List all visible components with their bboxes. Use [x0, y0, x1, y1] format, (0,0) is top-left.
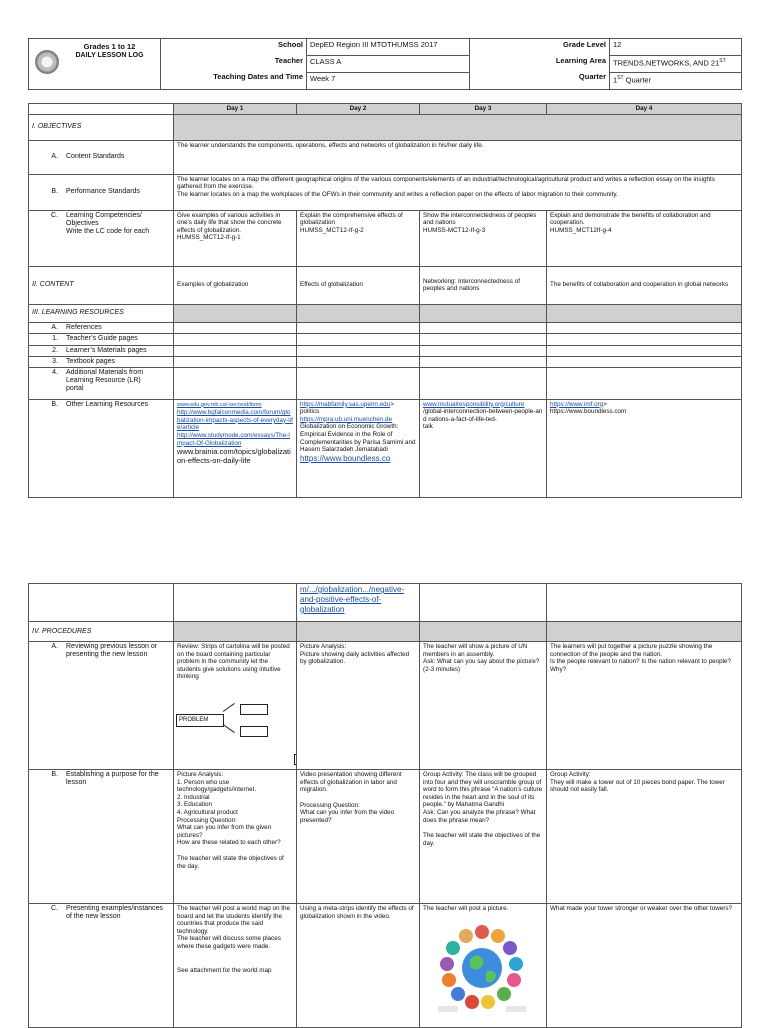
content-day-1: Examples of globalization — [174, 266, 297, 304]
competency-day-3: Show the interconnectedness of peoples and nations HUMSS-MCT12-If-g-3 — [420, 210, 547, 266]
reviewing-day-4: The learners will put together a picture puzzle showing the connection of the people and the nation. Is the people relevant to nation? Is the nation relevant to people? Why? — [547, 642, 742, 770]
deped-seal-logo — [35, 50, 59, 74]
solution-box — [294, 754, 297, 765]
presenting-label: Presenting examples/instances of the new lesson — [66, 905, 163, 920]
other-resources-day-3: www.mutualresponsibility.org/culture /global-interconnection-between-people-and nations-a-fact-of-life-ted- talk — [420, 399, 547, 497]
reviewing-day-1: Review: Strips of cartolina will be posted on the board containing particular problem in the community let the students give solutions using intuitive thinking PROBLEM — [174, 642, 297, 770]
teachers-guide-label: Teacher’s Guide pages — [66, 334, 138, 342]
globe-people-picture — [432, 918, 532, 1014]
solution-box — [240, 726, 268, 737]
resource-link[interactable]: m/.../globalization.../negative-and-positive-effects-of-globalization — [300, 585, 405, 614]
resource-link[interactable]: https://mpra.ub.uni.muenchen.de — [300, 415, 393, 423]
presenting-day-4: What made your tower stronger or weaker over the other towers? — [547, 904, 742, 1028]
competency-day-2: Explain the comprehensive effects of globalization HUMSS_MCT12-If-g-2 — [297, 210, 420, 266]
resource-text: www.brainia.com/topics/globalization-effects-on-daily-life — [177, 447, 291, 466]
additional-materials-label: Additional Materials from Learning Resource (LR) portal — [66, 368, 144, 392]
resource-link[interactable]: www.edu.gov.mb.ca/-sec/sod/ibmn — [177, 401, 262, 408]
school-label: School — [277, 40, 303, 49]
quarter-label: Quarter — [578, 72, 606, 81]
header-values-right — [610, 39, 742, 90]
header-table — [28, 38, 742, 90]
procedures-title: IV. PROCEDURES — [29, 622, 174, 642]
header-title-cell — [29, 39, 161, 90]
continued-resource-day-2 — [297, 584, 420, 622]
competencies-label: Learning Competencies/ Objectives Write the LC code for each — [66, 211, 150, 235]
purpose-day-3: Group Activity: The class will be grouped into four and they will unscramble group of word to form this phrase “A nation’s culture resides in the heart and in the soul of its people.” by Mahatma Gandhi Ask: Can you analyze the phrase? What does the phrase mean? The teacher will state the objectives of the day. — [420, 770, 547, 904]
header-title-dll: DAILY LESSON LOG — [75, 52, 144, 59]
other-resources-day-2: https://mabfamily.sas.upenn.edu> politics https://mpra.ub.uni.muenchen.de Globalization on Economic Growth: Empirical Evidence in the Role of Complementarities by Parisa Samimi and Hasem Salarzadeh Jematabadi https://www.boundless.co — [297, 399, 420, 497]
content-day-2: Effects of globalization — [297, 266, 420, 304]
competency-day-1: Give examples of various activities in one’s daily life that show the concrete effects of globalization. HUMSS_MCT12-If-g-1 — [174, 210, 297, 266]
purpose-day-1: Picture Analysis: 1. Person who use technology/gadgets/internet. 2. Industrial 3. Education 4. Agricultural product Processing Question: What can you infer from the given pictures? How are these related to each other? The teacher will state the objectives of the day. — [174, 770, 297, 904]
resource-link[interactable]: https://www.boundless.co — [300, 453, 391, 463]
content-standards-label: Content Standards — [66, 153, 125, 161]
procedures-table: m/.../globalization.../negative-and-positive-effects-of-globalization IV. PROCEDURES A. Reviewing previous lesson or presenting the new lesson Review: Strips of cartolina will be posted on the board containing particular problem in the community let the students give solutions using intuitive thinking PROBLEM Picture Analysis: Picture showing daily activities affected by globalization. The teacher will show a picture of UN members in an assembly. Ask: What can you say about the picture? (2-3 minutes) The learners will put together a picture puzzle showing the connection of the people and the nation. Is the people relevant to nation? Is the nation relevant to people? Why? B. Establishing a purpose for the lesson Picture Analysis: 1. Person who use technology/gadgets/internet. 2. Industrial 3. Education 4. Agricultural product Processing Question: What can you infer from the given pictures? How are these related to each other? The teacher will state the objectives of the day. Video presentation showing different effects of globalization in labor and migration. Processing Question: What can you infer from the video presented? Group Activity: The class will be grouped into four and they will unscramble group of word to form this phrase “A nation’s culture resides in the heart and in the soul of its people.” by Mahatma Gandhi Ask: Can you analyze the phrase? What does the phrase mean? The teacher will state the objectives of the day. Group Activity: They will make a tower out of 10 pieces bond paper. The tower should not easily fall. C. Presenting examples/instances of the new lesson The teacher will post a world map on the board and let the students identify the countries that produce the said technology. The teacher will discuss some places where these gadgets were made. See attachment for the world map Using a meta-strips identify the effects of globalization shown in the video. The teacher will post a picture. What made your tower stronger or weaker over the other towers? — [28, 583, 742, 1028]
objectives-title: I. OBJECTIVES — [29, 114, 174, 140]
other-resources-day-1 — [174, 399, 297, 497]
solution-box — [240, 704, 268, 715]
other-resources-label: Other Learning Resources — [66, 400, 149, 408]
dates-label: Teaching Dates and Time — [213, 72, 303, 81]
references-label: References — [66, 323, 102, 331]
day-2-header: Day 2 — [297, 104, 420, 115]
reviewing-day-3: The teacher will show a picture of UN members in an assembly. Ask: What can you say about the picture? (2-3 minutes) — [420, 642, 547, 770]
resource-link[interactable]: http://www.studymode.com/essays/The-Impact-Of-Globalization — [177, 431, 291, 447]
content-day-4: The benefits of collaboration and cooperation in global networks — [547, 266, 742, 304]
performance-standards-text: The learner locates on a map the different geographical origins of the various components/elements of an industrial/technological/agricultural product and writes a reflection essay on the insights gathered from the exercise. The learner locates on a map the workplaces of the OFWs in their community and writes a reflection paper on the effects of labor migration to their community. — [174, 174, 742, 210]
grade-value: 12 — [610, 39, 741, 56]
purpose-day-2: Video presentation showing different effects of globalization in labor and migration. Processing Question: What can you infer from the video presented? — [297, 770, 420, 904]
teacher-value: CLASS A — [307, 56, 469, 73]
diagram-connector — [223, 703, 235, 712]
competency-day-4: Explain and demonstrate the benefits of collaboration and cooperation. HUMSS_MCT12If-g-4 — [547, 210, 742, 266]
reviewing-day-2: Picture Analysis: Picture showing daily activities affected by globalization. — [297, 642, 420, 770]
area-value: TRENDS,NETWORKS, AND 21ST — [610, 56, 741, 73]
purpose-day-4: Group Activity: They will make a tower out of 10 pieces bond paper. The tower should not easily fall. — [547, 770, 742, 904]
header-labels-left — [161, 39, 307, 90]
resource-link[interactable]: https://www.imf.org — [550, 400, 604, 408]
resources-title: III. LEARNING RESOURCES — [29, 304, 174, 322]
lesson-table: Day 1 Day 2 Day 3 Day 4 I. OBJECTIVES A. Content Standards The learner understands the components, operations, effects and networks of globalization in his/her daily life. B. Performance Standards The learner locates on a map the different geographical origins of the various components/elements of an industrial/technological/agricultural product and writes a reflection essay on the insights gathered from the exercise. The learner locates on a map the workplaces of the OFWs in their community and writes a reflection paper on the effects of labor migration to their community. C. Learning Competencies/ Objectives Write the LC code for each Give examples of various activities in one’s daily life that show the concrete effects of globalization. HUMSS_MCT12-If-g-1 Explain the comprehensive effects of globalization HUMSS_MCT12-If-g-2 Show the interconnectedness of peoples and nations HUMSS-MCT12-If-g-3 Explain and demonstrate the benefits of collaboration and cooperation. HUMSS_MCT12If-g-4 II. CONTENT Examples of globalization Effects of globalization Networking: Interconnectedness of peoples and nations The benefits of collaboration and cooperation in global networks III. LEARNING RESOURCES A. References 1. Teacher’s Guide pages 2. Learner’s Materials pages 3. Textbook pages 4. Additional Materials from Learning Resource (LR) portal B. Other Learning Resources www.edu.gov.mb.ca/-sec/sod/ibmn http://www.bgfalconmedia.com/forum/globalization-impacts-aspects-of-everyday-life/article http://www.studymode.com/essays/The-Impact-Of-Globalization www.brainia.com/topics/globalization-effects-on-daily-life https://mabfamily.sas.upenn.edu> politics https://mpra.ub.uni.muenchen.de Globalization on Economic Growth: Empirical Evidence in the Role of Complementarities by Parisa Samimi and Hasem Salarzadeh Jematabadi https://www.boundless.co www.mutualresponsibility.org/culture /global-interconnection-between-people-and nations-a-fact-of-life-ted- talk https://www.imf.org> https://www.boundless.com — [28, 103, 742, 498]
presenting-day-2: Using a meta-strips identify the effects of globalization shown in the video. — [297, 904, 420, 1028]
day-1-header: Day 1 — [174, 104, 297, 115]
problem-box: PROBLEM — [176, 714, 224, 727]
quarter-value: 1ST Quarter — [613, 75, 652, 85]
area-label: Learning Area — [555, 56, 606, 65]
content-day-3: Networking: Interconnectedness of peoples and nations — [420, 266, 547, 304]
globe — [462, 948, 502, 988]
textbook-label: Textbook pages — [66, 357, 116, 365]
day-4-header: Day 4 — [547, 104, 742, 115]
header-labels-right — [470, 39, 610, 90]
content-standards-text: The learner understands the components, operations, effects and networks of globalization in his/her daily life. — [174, 140, 742, 174]
other-resources-day-4: https://www.imf.org> https://www.boundless.com — [547, 399, 742, 497]
teacher-label: Teacher — [274, 56, 303, 65]
resource-link[interactable]: www.mutualresponsibility.org/culture — [423, 400, 525, 408]
reviewing-lesson-label: Reviewing previous lesson or presenting the new lesson — [66, 643, 158, 658]
resource-link[interactable]: https://mabfamily.sas.upenn.edu — [300, 400, 391, 408]
header-title-grades: Grades 1 to 12 — [83, 42, 136, 51]
grade-label: Grade Level — [563, 40, 606, 49]
header-values-left — [307, 39, 470, 90]
day-3-header: Day 3 — [420, 104, 547, 115]
content-title: II. CONTENT — [29, 266, 174, 304]
presenting-day-1: The teacher will post a world map on the board and let the students identify the countries that produce the said technology. The teacher will discuss some places where these gadgets were made. See attachment for the world map — [174, 904, 297, 1028]
presenting-day-3: The teacher will post a picture. — [420, 904, 547, 1028]
resource-link[interactable]: http://www.bgfalconmedia.com/forum/globalization-impacts-aspects-of-everyday-life/article — [177, 409, 293, 432]
diagram-connector — [223, 724, 235, 733]
school-value: DepED Region III MTOTHUMSS 2017 — [307, 39, 469, 56]
purpose-label: Establishing a purpose for the lesson — [66, 771, 159, 786]
dates-value: Week 7 — [310, 74, 336, 83]
performance-standards-label: Performance Standards — [66, 188, 140, 196]
learners-materials-label: Learner’s Materials pages — [66, 346, 147, 354]
